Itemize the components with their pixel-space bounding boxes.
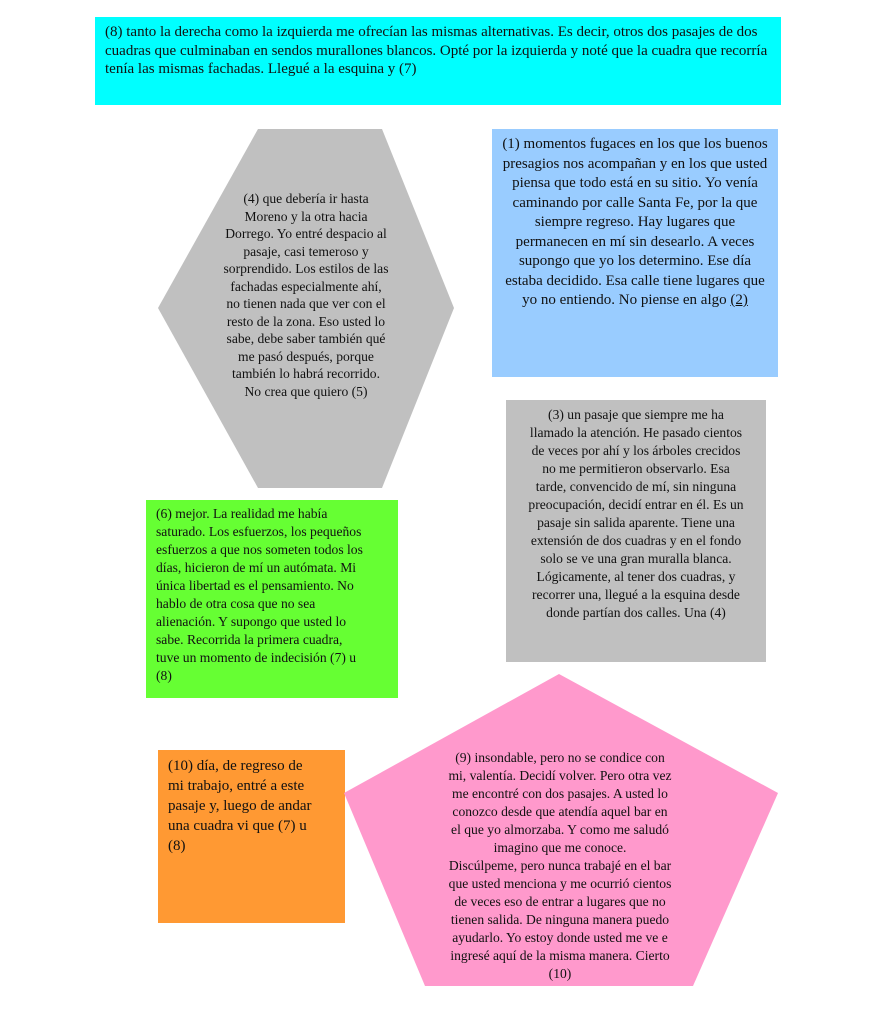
- fragment-6-text: (6) mejor. La realidad me había saturado. Los esfuerzos, los pequeños esfuerzos a que nos someten todos los días, hicieron de mí un autómata. Mi única libertad es el pensamiento. No hablo de otra cosa que no sea alienación. Y supongo que usted lo sabe. Recorrida la primera cuadra, tuve un momento de indecisión (7) u (8): [156, 506, 363, 683]
- fragment-9-text: (9) insondable, pero no se condice con mi, valentía. Decidí volver. Pero otra vez me encontré con dos pasajes. A usted lo conozco desde que atendía aquel bar en el que yo almorzaba. Y como me saludó imagino que me conoce. Discúlpeme, pero nunca trabajé en el bar que usted menciona y me ocurrió cientos de veces eso de entrar a lugares que no tienen salida. De ninguna manera puedo ayudarlo. Yo estoy donde usted me ve e ingresé aquí de la misma manera. Cierto (10): [448, 750, 672, 981]
- fragment-1-link[interactable]: (2): [730, 292, 748, 308]
- fragment-3-text: (3) un pasaje que siempre me ha llamado la atención. He pasado cientos de veces por ahí y los árboles crecidos no me permitieron observarlo. Esa tarde, convencido de mí, sin ninguna preocupación, decidí entrar en él. Es un pasaje sin salida aparente. Tiene una extensión de dos cuadras y en el fondo solo se ve una gran muralla blanca. Lógicamente, al tener dos cuadras, y recorrer una, llegué a la esquina desde donde partían dos calles. Una (4): [528, 407, 744, 620]
- fragment-10-box: [158, 750, 345, 923]
- fragment-4-text: (4) que debería ir hasta Moreno y la otra hacia Dorrego. Yo entré despacio al pasaje, casi temeroso y sorprendido. Los estilos de las fachadas especialmente ahí, no tienen nada que ver con el resto de la zona. Eso usted lo sabe, debe saber también qué me pasó después, porque también lo habrá recorrido. No crea que quiero (5): [223, 191, 389, 399]
- fragment-1-text: [500, 135, 770, 311]
- fragment-8-box: [95, 17, 781, 105]
- fragment-8-text: (8) tanto la derecha como la izquierda me ofrecían las mismas alternativas. Es decir, otros dos pasajes de dos cuadras que culminaban en sendos murallones blancos. Opté por la izquierda y noté que la cuadra que recorría tenía las mismas fachadas. Llegué a la esquina y (7): [105, 24, 768, 77]
- fragment-1-box: [492, 129, 778, 377]
- fragment-6-box: [146, 500, 398, 698]
- fragment-3-box: [506, 400, 766, 662]
- fragment-1-body: (1) momentos fugaces en los que los buenos presagios nos acompañan y en los que usted piensa que todo está en su sitio. Yo venía caminando por calle Santa Fe, por la que siempre regreso. Hay lugares que permanecen en mí sin desearlo. A veces supongo que yo los determino. Ese día estaba decidido. Esa calle tiene lugares que yo no entiendo. No piense en algo: [502, 136, 768, 308]
- fragment-10-text: (10) día, de regreso de mi trabajo, entré a este pasaje y, luego de andar una cuadra vi que (7) u (8): [168, 758, 312, 854]
